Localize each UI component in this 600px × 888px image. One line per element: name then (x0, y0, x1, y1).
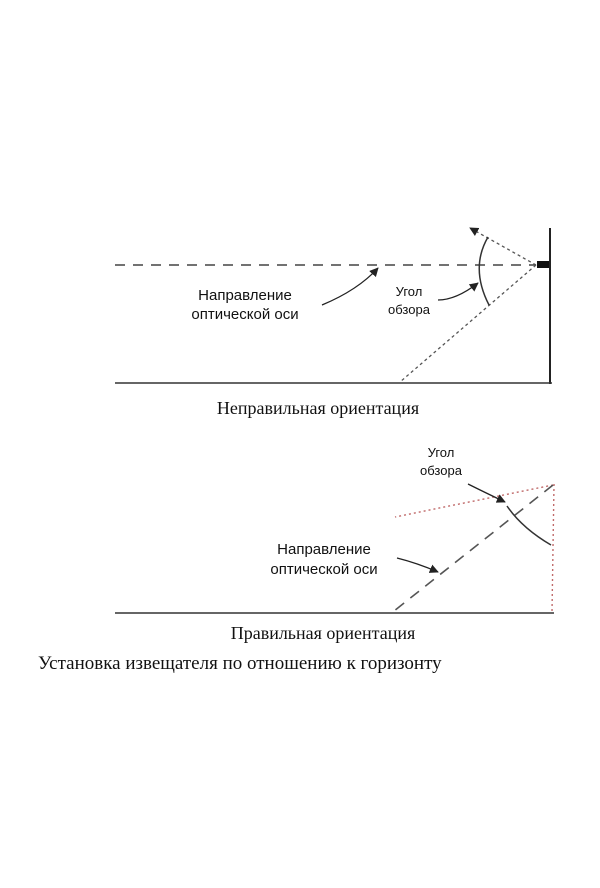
top-axis-label-line2: оптической оси (191, 306, 299, 323)
bottom-axis-pointer (397, 558, 438, 572)
bottom-angle-label-line1: Угол (427, 445, 455, 460)
top-view-boundary-lower (400, 265, 536, 382)
bottom-optical-axis (394, 485, 553, 611)
top-caption: Неправильная ориентация (216, 398, 420, 418)
top-angle-pointer (438, 283, 478, 300)
top-angle-label-line1: Угол (395, 284, 423, 299)
top-axis-label-line1: Направление (198, 287, 292, 304)
bottom-panel (115, 445, 554, 643)
top-panel (115, 228, 552, 418)
bottom-view-angle-arc (507, 506, 551, 545)
bottom-caption: Правильная ориентация (230, 623, 416, 643)
figure-caption: Установка извещателя по отношению к горизонту (38, 653, 442, 674)
bottom-angle-pointer (468, 484, 505, 502)
bottom-angle-label-line2: обзора (420, 463, 462, 478)
top-axis-pointer (322, 268, 378, 305)
top-angle-label-line2: обзора (388, 302, 430, 317)
top-view-angle-arc (479, 237, 489, 305)
bottom-view-boundary-upper (395, 485, 553, 517)
bottom-axis-label-line2: оптической оси (270, 561, 378, 578)
bottom-axis-label-line1: Направление (277, 541, 371, 558)
bottom-wall (552, 484, 554, 612)
top-detector (537, 261, 549, 268)
